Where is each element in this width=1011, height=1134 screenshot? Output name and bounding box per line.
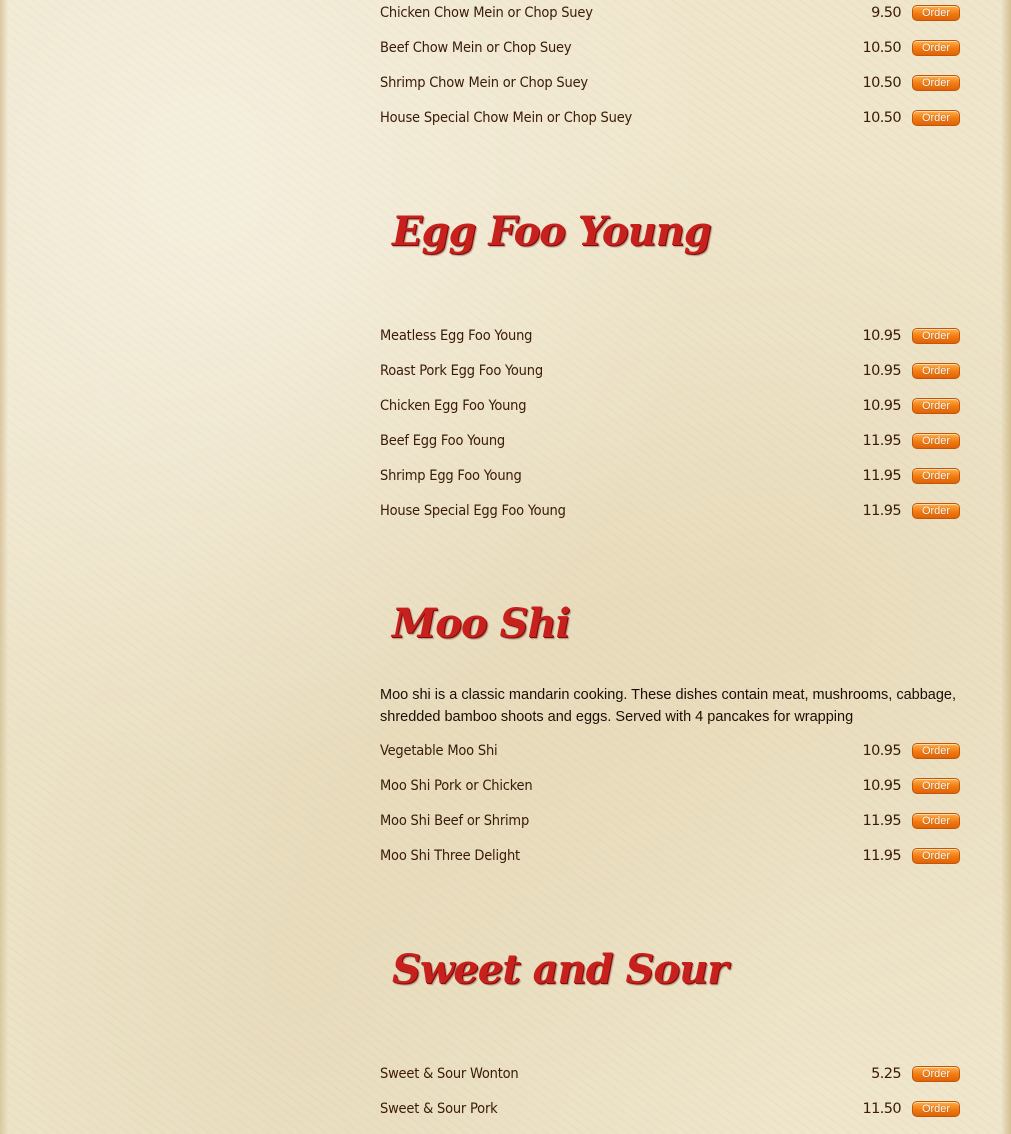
menu-item-row — [380, 1096, 960, 1122]
menu-item-price: 10.95 — [862, 743, 901, 759]
menu-item-name: Sweet & Sour Pork — [380, 1101, 498, 1117]
menu-item-row — [380, 1061, 960, 1087]
menu-item-price: 9.50 — [871, 5, 901, 21]
order-button[interactable]: Order — [912, 848, 960, 864]
order-button[interactable]: Order — [912, 363, 960, 379]
menu-item-row — [380, 70, 960, 96]
menu-item-name: Sweet & Sour Wonton — [380, 1066, 519, 1082]
menu-item-row — [380, 463, 960, 489]
menu-item-row — [380, 393, 960, 419]
menu-item-price: 10.50 — [862, 40, 901, 56]
order-button[interactable]: Order — [912, 40, 960, 56]
menu-item-name: Beef Egg Foo Young — [380, 433, 506, 449]
menu-item-row — [380, 358, 960, 384]
menu-item-price: 10.95 — [862, 328, 901, 344]
moo-shi-description: Moo shi is a classic mandarin cooking. These dishes contain meat, mushrooms, cabbage, shredded bamboo shoots and eggs. Served with 4 pancakes for wrapping — [380, 687, 956, 725]
menu-item-name: Chicken Egg Foo Young — [380, 398, 527, 414]
section-title-egg-foo-young: Egg Foo Young — [392, 208, 711, 255]
menu-item-price: 10.95 — [862, 398, 901, 414]
menu-item-row — [380, 498, 960, 524]
menu-item-price: 11.95 — [862, 468, 901, 484]
menu-item-price: 11.95 — [862, 433, 901, 449]
menu-item-price: 10.50 — [862, 110, 901, 126]
menu-item-name: Shrimp Chow Mein or Chop Suey — [380, 75, 588, 91]
menu-item-row — [380, 773, 960, 799]
order-button[interactable]: Order — [912, 813, 960, 829]
menu-item-name: Shrimp Egg Foo Young — [380, 468, 522, 484]
menu-item-row — [380, 808, 960, 834]
menu-item-name: Moo Shi Beef or Shrimp — [380, 813, 530, 829]
menu-item-name: Beef Chow Mein or Chop Suey — [380, 40, 572, 56]
menu-item-price: 10.50 — [862, 75, 901, 91]
menu-item-row — [380, 323, 960, 349]
menu-item-row — [380, 428, 960, 454]
order-button[interactable]: Order — [912, 328, 960, 344]
menu-item-price: 11.50 — [862, 1101, 901, 1117]
order-button[interactable]: Order — [912, 433, 960, 449]
page-edge-right — [1001, 0, 1011, 1134]
order-button[interactable]: Order — [912, 503, 960, 519]
menu-item-name: House Special Chow Mein or Chop Suey — [380, 110, 633, 126]
order-button[interactable]: Order — [912, 1066, 960, 1082]
order-button[interactable]: Order — [912, 5, 960, 21]
order-button[interactable]: Order — [912, 110, 960, 126]
order-button[interactable]: Order — [912, 468, 960, 484]
menu-item-name: Moo Shi Pork or Chicken — [380, 778, 533, 794]
section-title-moo-shi: Moo Shi — [392, 600, 570, 647]
order-button[interactable]: Order — [912, 75, 960, 91]
order-button[interactable]: Order — [912, 1101, 960, 1117]
menu-item-row — [380, 0, 960, 26]
menu-item-row — [380, 35, 960, 61]
menu-item-price: 11.95 — [862, 813, 901, 829]
menu-item-price: 10.95 — [862, 778, 901, 794]
menu-item-name: Meatless Egg Foo Young — [380, 328, 533, 344]
section-title-sweet-and-sour: Sweet and Sour — [392, 946, 728, 993]
menu-item-row — [380, 105, 960, 131]
menu-item-name: Vegetable Moo Shi — [380, 743, 498, 759]
menu-item-name: Moo Shi Three Delight — [380, 848, 520, 864]
menu-item-price: 11.95 — [862, 503, 901, 519]
menu-item-row — [380, 843, 960, 869]
menu-item-price: 11.95 — [862, 848, 901, 864]
menu-item-price: 10.95 — [862, 363, 901, 379]
order-button[interactable]: Order — [912, 778, 960, 794]
menu-item-name: House Special Egg Foo Young — [380, 503, 566, 519]
menu-item-name: Chicken Chow Mein or Chop Suey — [380, 5, 593, 21]
menu-item-price: 5.25 — [871, 1066, 901, 1082]
order-button[interactable]: Order — [912, 398, 960, 414]
menu-item-row — [380, 738, 960, 764]
page-edge-left — [0, 0, 8, 1134]
menu-item-name: Roast Pork Egg Foo Young — [380, 363, 543, 379]
order-button[interactable]: Order — [912, 743, 960, 759]
